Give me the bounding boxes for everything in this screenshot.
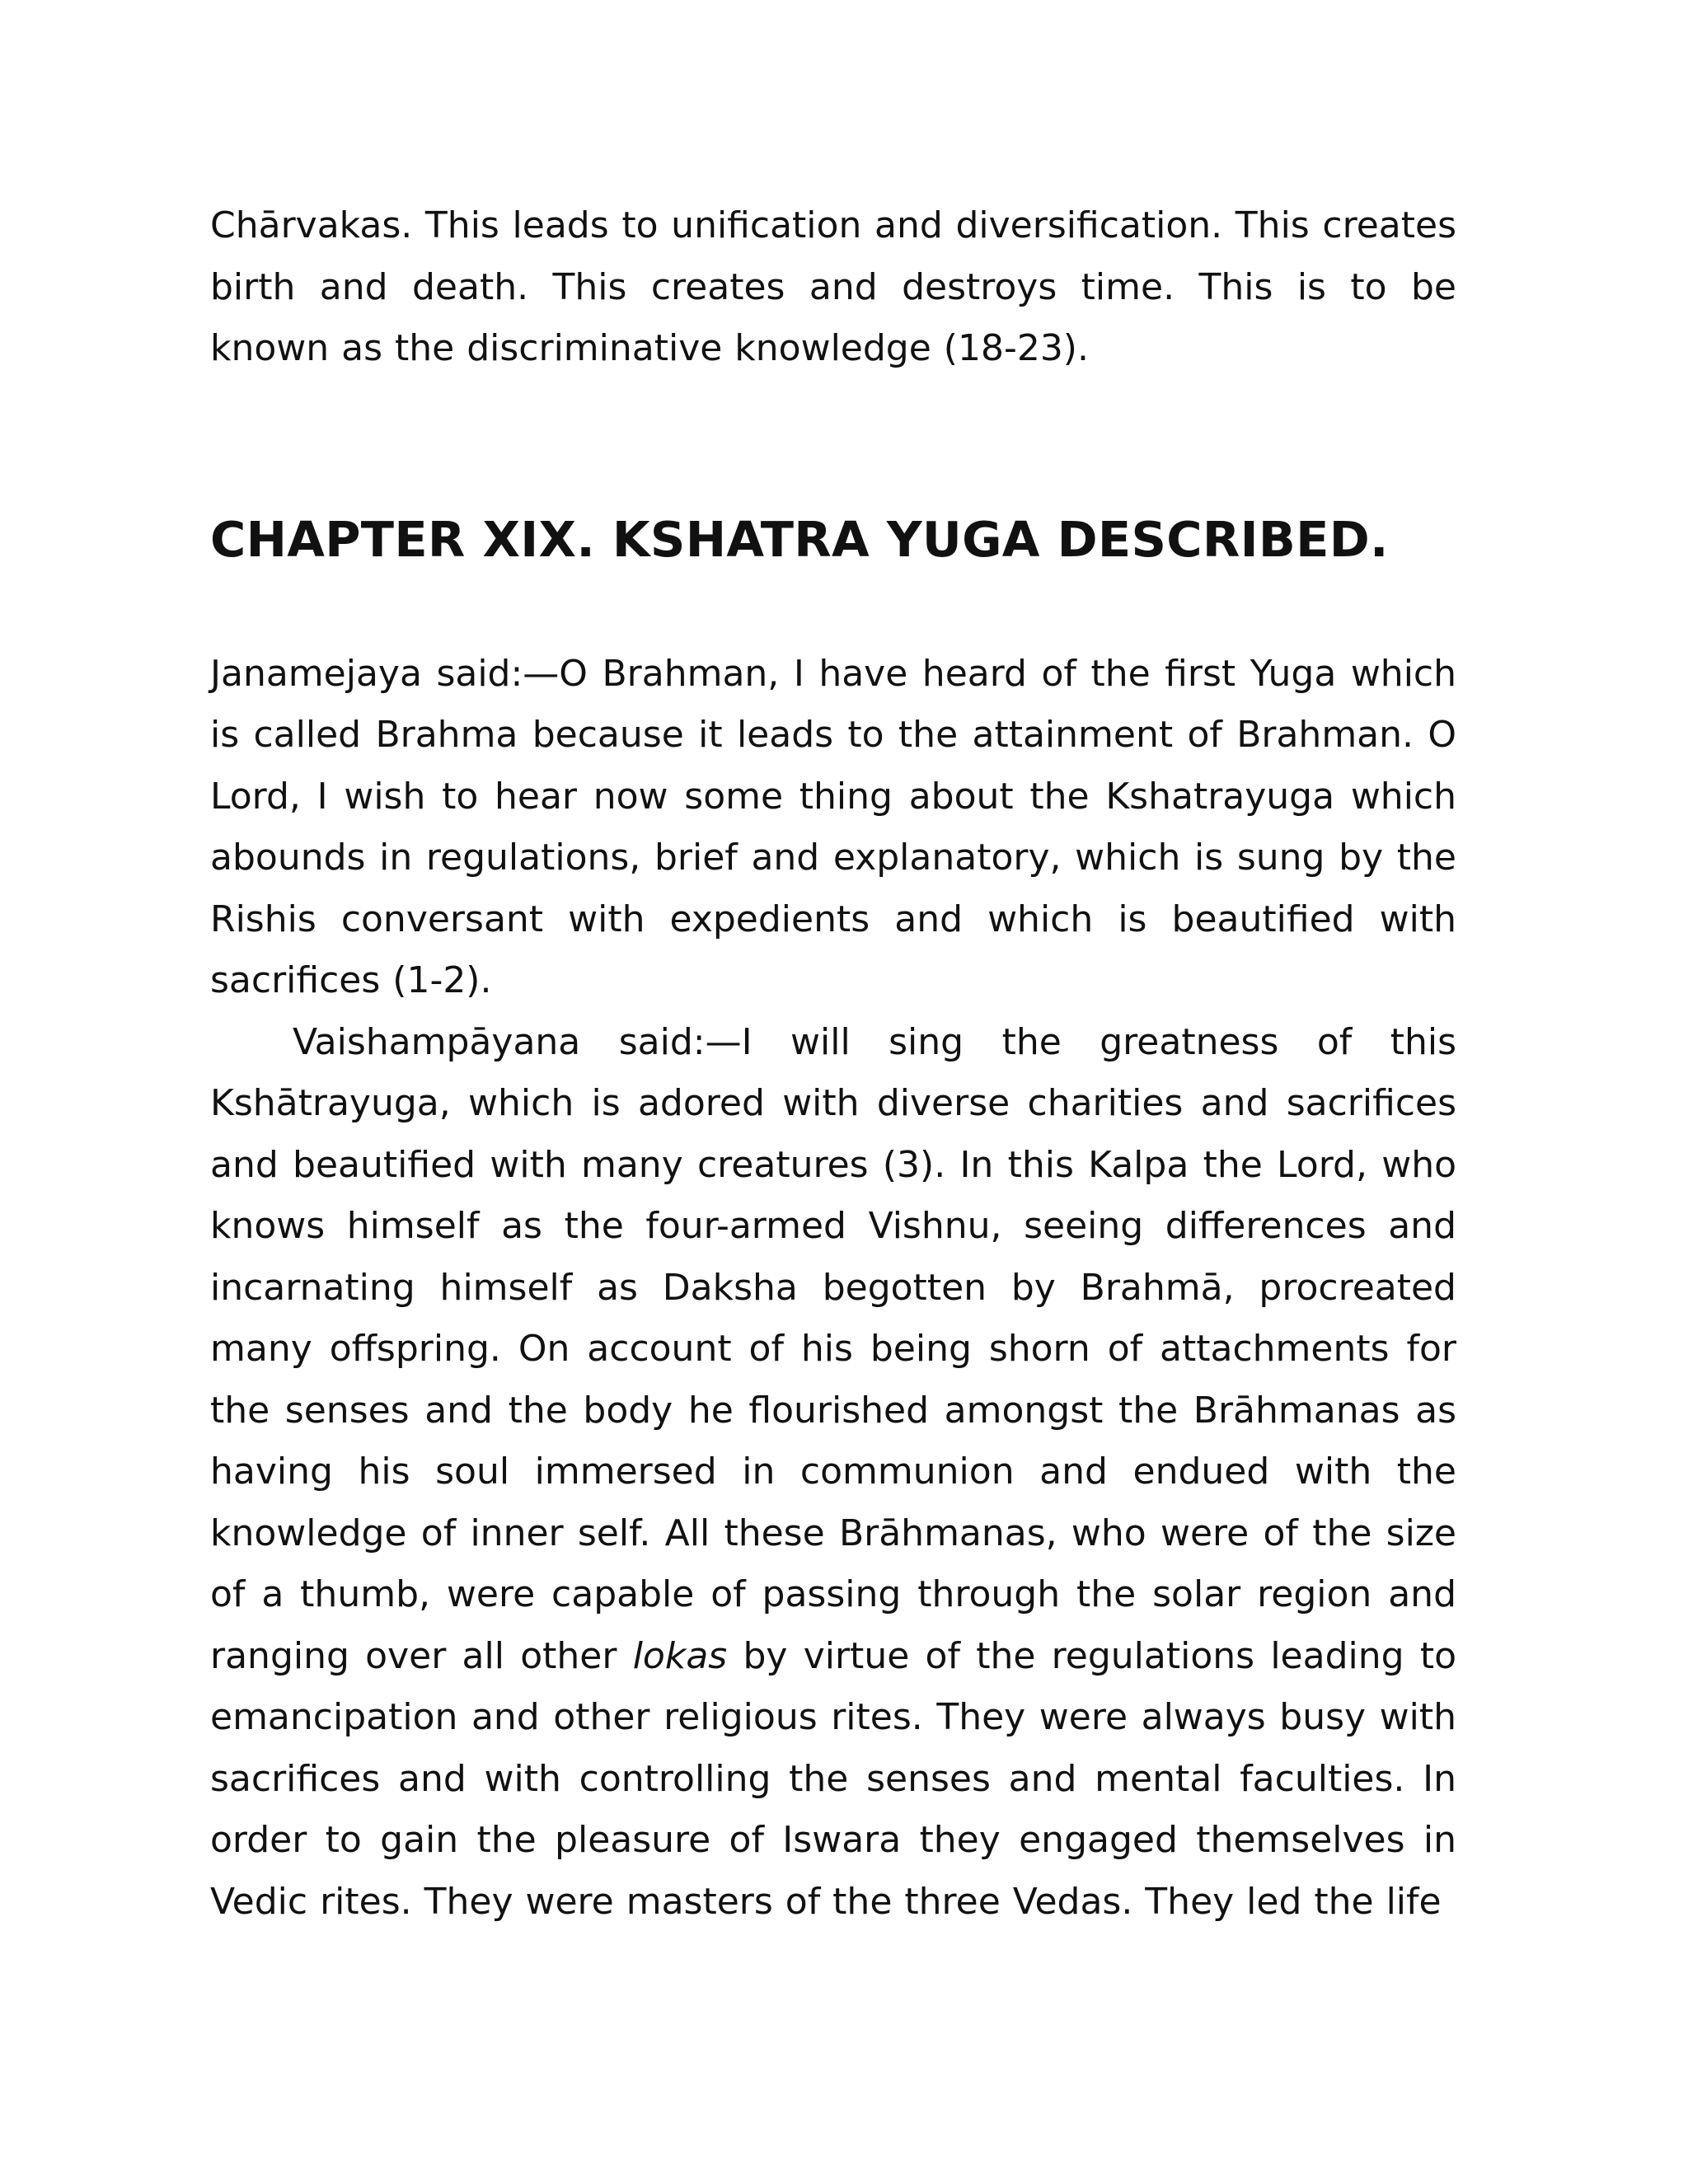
vaishampayana-paragraph — [210, 1012, 1456, 1933]
vaishampayana-text-start: Vaishampāyana said:—I will sing the greatness of this Kshātrayuga, which is adored with diverse charities and sacrifices and beautified with many creatures (3). In this Kalpa the Lord, who knows himself as the four-armed Vishnu, seeing differences and incarnating himself as Daksha begotten by Brahmā, procreated many offspring. On account of his being shorn of attachments for the senses and the body he flourished amongst the Brāhmanas as having his soul immersed in communion and endued with the knowledge of inner self. All these Brāhmanas, who were of the size of a thumb, were capable of passing through the solar region and ranging over all other — [210, 1020, 1456, 1677]
continuation-paragraph: Chārvakas. This leads to unification and diversification. This creates birth and death. This creates and destroys time. This is to be known as the discriminative knowledge (18-23). — [210, 204, 1456, 369]
chapter-heading: CHAPTER XIX. KSHATRA YUGA DESCRIBED. — [210, 510, 1389, 568]
janamejaya-paragraph: Janamejaya said:—O Brahman, I have heard of the first Yuga which is called Brahma because it leads to the attainment of Brahman. O Lord, I wish to hear now some thing about the Kshatrayuga which abounds in regulations, brief and explanatory, which is sung by the Rishis conversant with expedients and which is beautified with sacrifices (1-2). — [210, 652, 1456, 1001]
document-page — [210, 195, 1456, 1933]
italic-term-lokas: lokas — [632, 1634, 728, 1677]
vaishampayana-text-end: by virtue of the regulations leading to emancipation and other religious rites. They were always busy with sacrifices and with controlling the senses and mental faculties. In order to gain the pleasure of Iswara they engaged themselves in Vedic rites. They were masters of the three Vedas. They led the life — [210, 1634, 1456, 1923]
